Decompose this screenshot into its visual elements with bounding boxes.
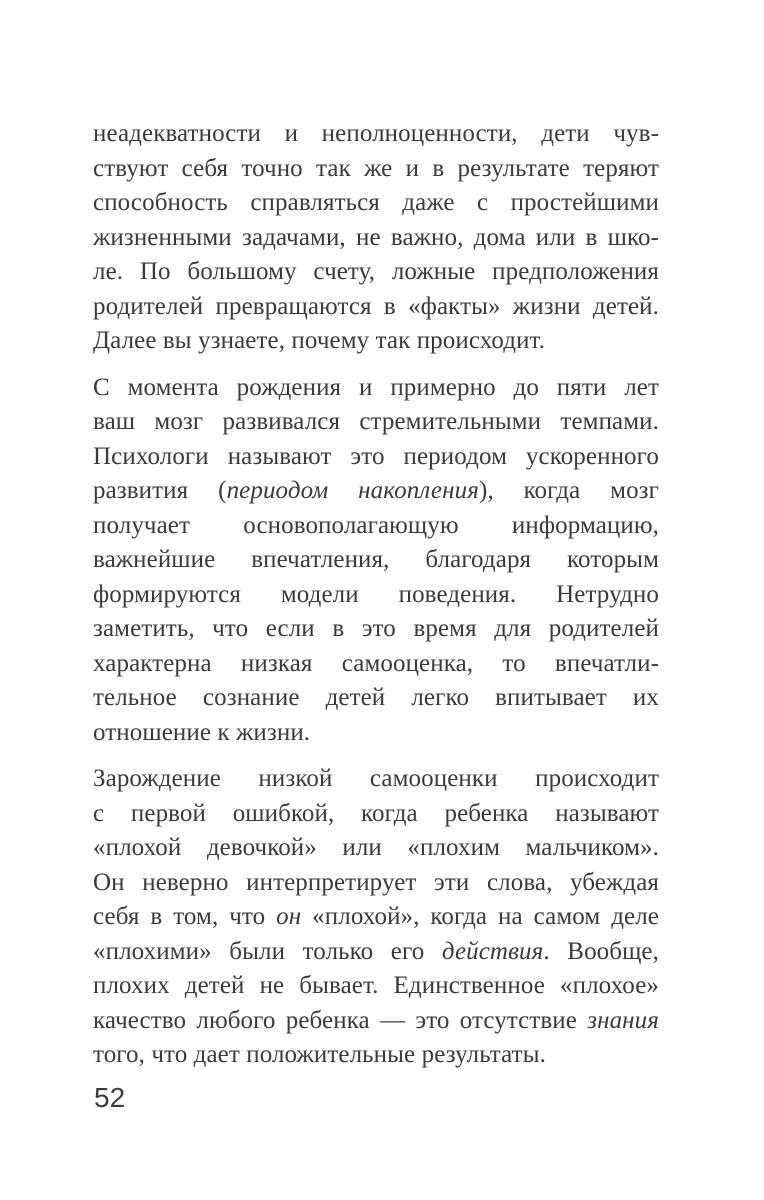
text-line — [93, 324, 659, 359]
italic-text-run: знания — [587, 1006, 659, 1034]
page-text — [93, 117, 659, 1073]
text-line — [93, 866, 659, 901]
text-run: жизненными задачами, не важно, дома или в шко- — [93, 223, 659, 251]
paragraph — [93, 371, 659, 751]
text-line — [93, 797, 659, 832]
text-run: ствуют себя точно так же и в результате теряют — [93, 154, 659, 182]
text-line — [93, 117, 659, 152]
text-line — [93, 255, 659, 290]
text-run: характерна низкая самооценка, то впечатли- — [93, 649, 659, 677]
text-run: отношение к жизни. — [93, 718, 311, 746]
text-line — [93, 935, 659, 970]
text-line — [93, 578, 659, 613]
text-run: Психологи называют это периодом ускоренного — [93, 442, 659, 470]
text-run: Он неверно интерпретирует эти слова, убеждая — [93, 868, 659, 896]
text-line — [93, 543, 659, 578]
text-run: тельное сознание детей легко впитывает их — [93, 684, 659, 711]
text-line — [93, 509, 659, 544]
text-run: ле. По большому счету, ложные предположения — [93, 258, 659, 285]
paragraph — [93, 117, 659, 359]
text-run: заметить, что если в это время для родителей — [93, 615, 659, 642]
italic-text-run: он — [276, 903, 302, 930]
text-line — [93, 290, 659, 325]
text-run: получает основополагающую информацию, — [93, 511, 659, 539]
text-run: ваш мозг развивался стремительными темпами. — [93, 408, 659, 435]
text-line — [93, 831, 659, 866]
text-run: родителей превращаются в «факты» жизни детей. — [93, 292, 659, 320]
text-line — [93, 647, 659, 682]
text-run: С момента рождения и примерно до пяти лет — [93, 373, 659, 401]
italic-text-run: периодом накопления — [226, 477, 479, 504]
text-line — [93, 762, 659, 797]
text-run: развития ( — [93, 477, 227, 504]
text-run: качество любого ребенка — это отсутствие — [93, 1006, 588, 1034]
text-run: с первой ошибкой, когда ребенка называют — [93, 799, 659, 827]
text-run: «плохой», когда на самом деле — [301, 903, 660, 930]
text-run: «плохими» были только его — [93, 937, 442, 965]
page-number: 52 — [94, 1082, 126, 1113]
text-line — [93, 900, 659, 935]
text-line — [93, 969, 659, 1004]
text-run: . Вообще, — [543, 937, 659, 965]
text-run: того, что дает положительные результаты. — [93, 1041, 546, 1068]
text-run: способность справляться даже с простейшими — [93, 189, 659, 216]
text-run: ), когда мозг — [478, 477, 659, 504]
paragraph — [93, 762, 659, 1073]
text-line — [93, 221, 659, 256]
text-run: формируются модели поведения. Нетрудно — [93, 580, 659, 608]
text-run: Зарождение низкой самооценки происходит — [93, 765, 659, 792]
italic-text-run: действия — [441, 937, 544, 965]
text-line — [93, 1038, 659, 1073]
text-line — [93, 440, 659, 475]
text-line — [93, 612, 659, 647]
text-line — [93, 716, 659, 751]
text-run: важнейшие впечатления, благодаря которым — [93, 546, 659, 573]
text-line — [93, 681, 659, 716]
text-run: «плохой девочкой» или «плохим мальчиком». — [93, 834, 659, 861]
text-run: Далее вы узнаете, почему так происходит. — [93, 327, 546, 354]
text-line — [93, 1004, 659, 1039]
text-run: неадекватности и неполноценности, дети чув- — [93, 120, 659, 147]
text-line — [93, 474, 659, 509]
text-run: плохих детей не бывает. Единственное «плохое» — [93, 972, 659, 999]
text-line — [93, 405, 659, 440]
text-line — [93, 186, 659, 221]
text-line — [93, 152, 659, 187]
text-line — [93, 371, 659, 406]
text-run: себя в том, что — [93, 903, 277, 930]
